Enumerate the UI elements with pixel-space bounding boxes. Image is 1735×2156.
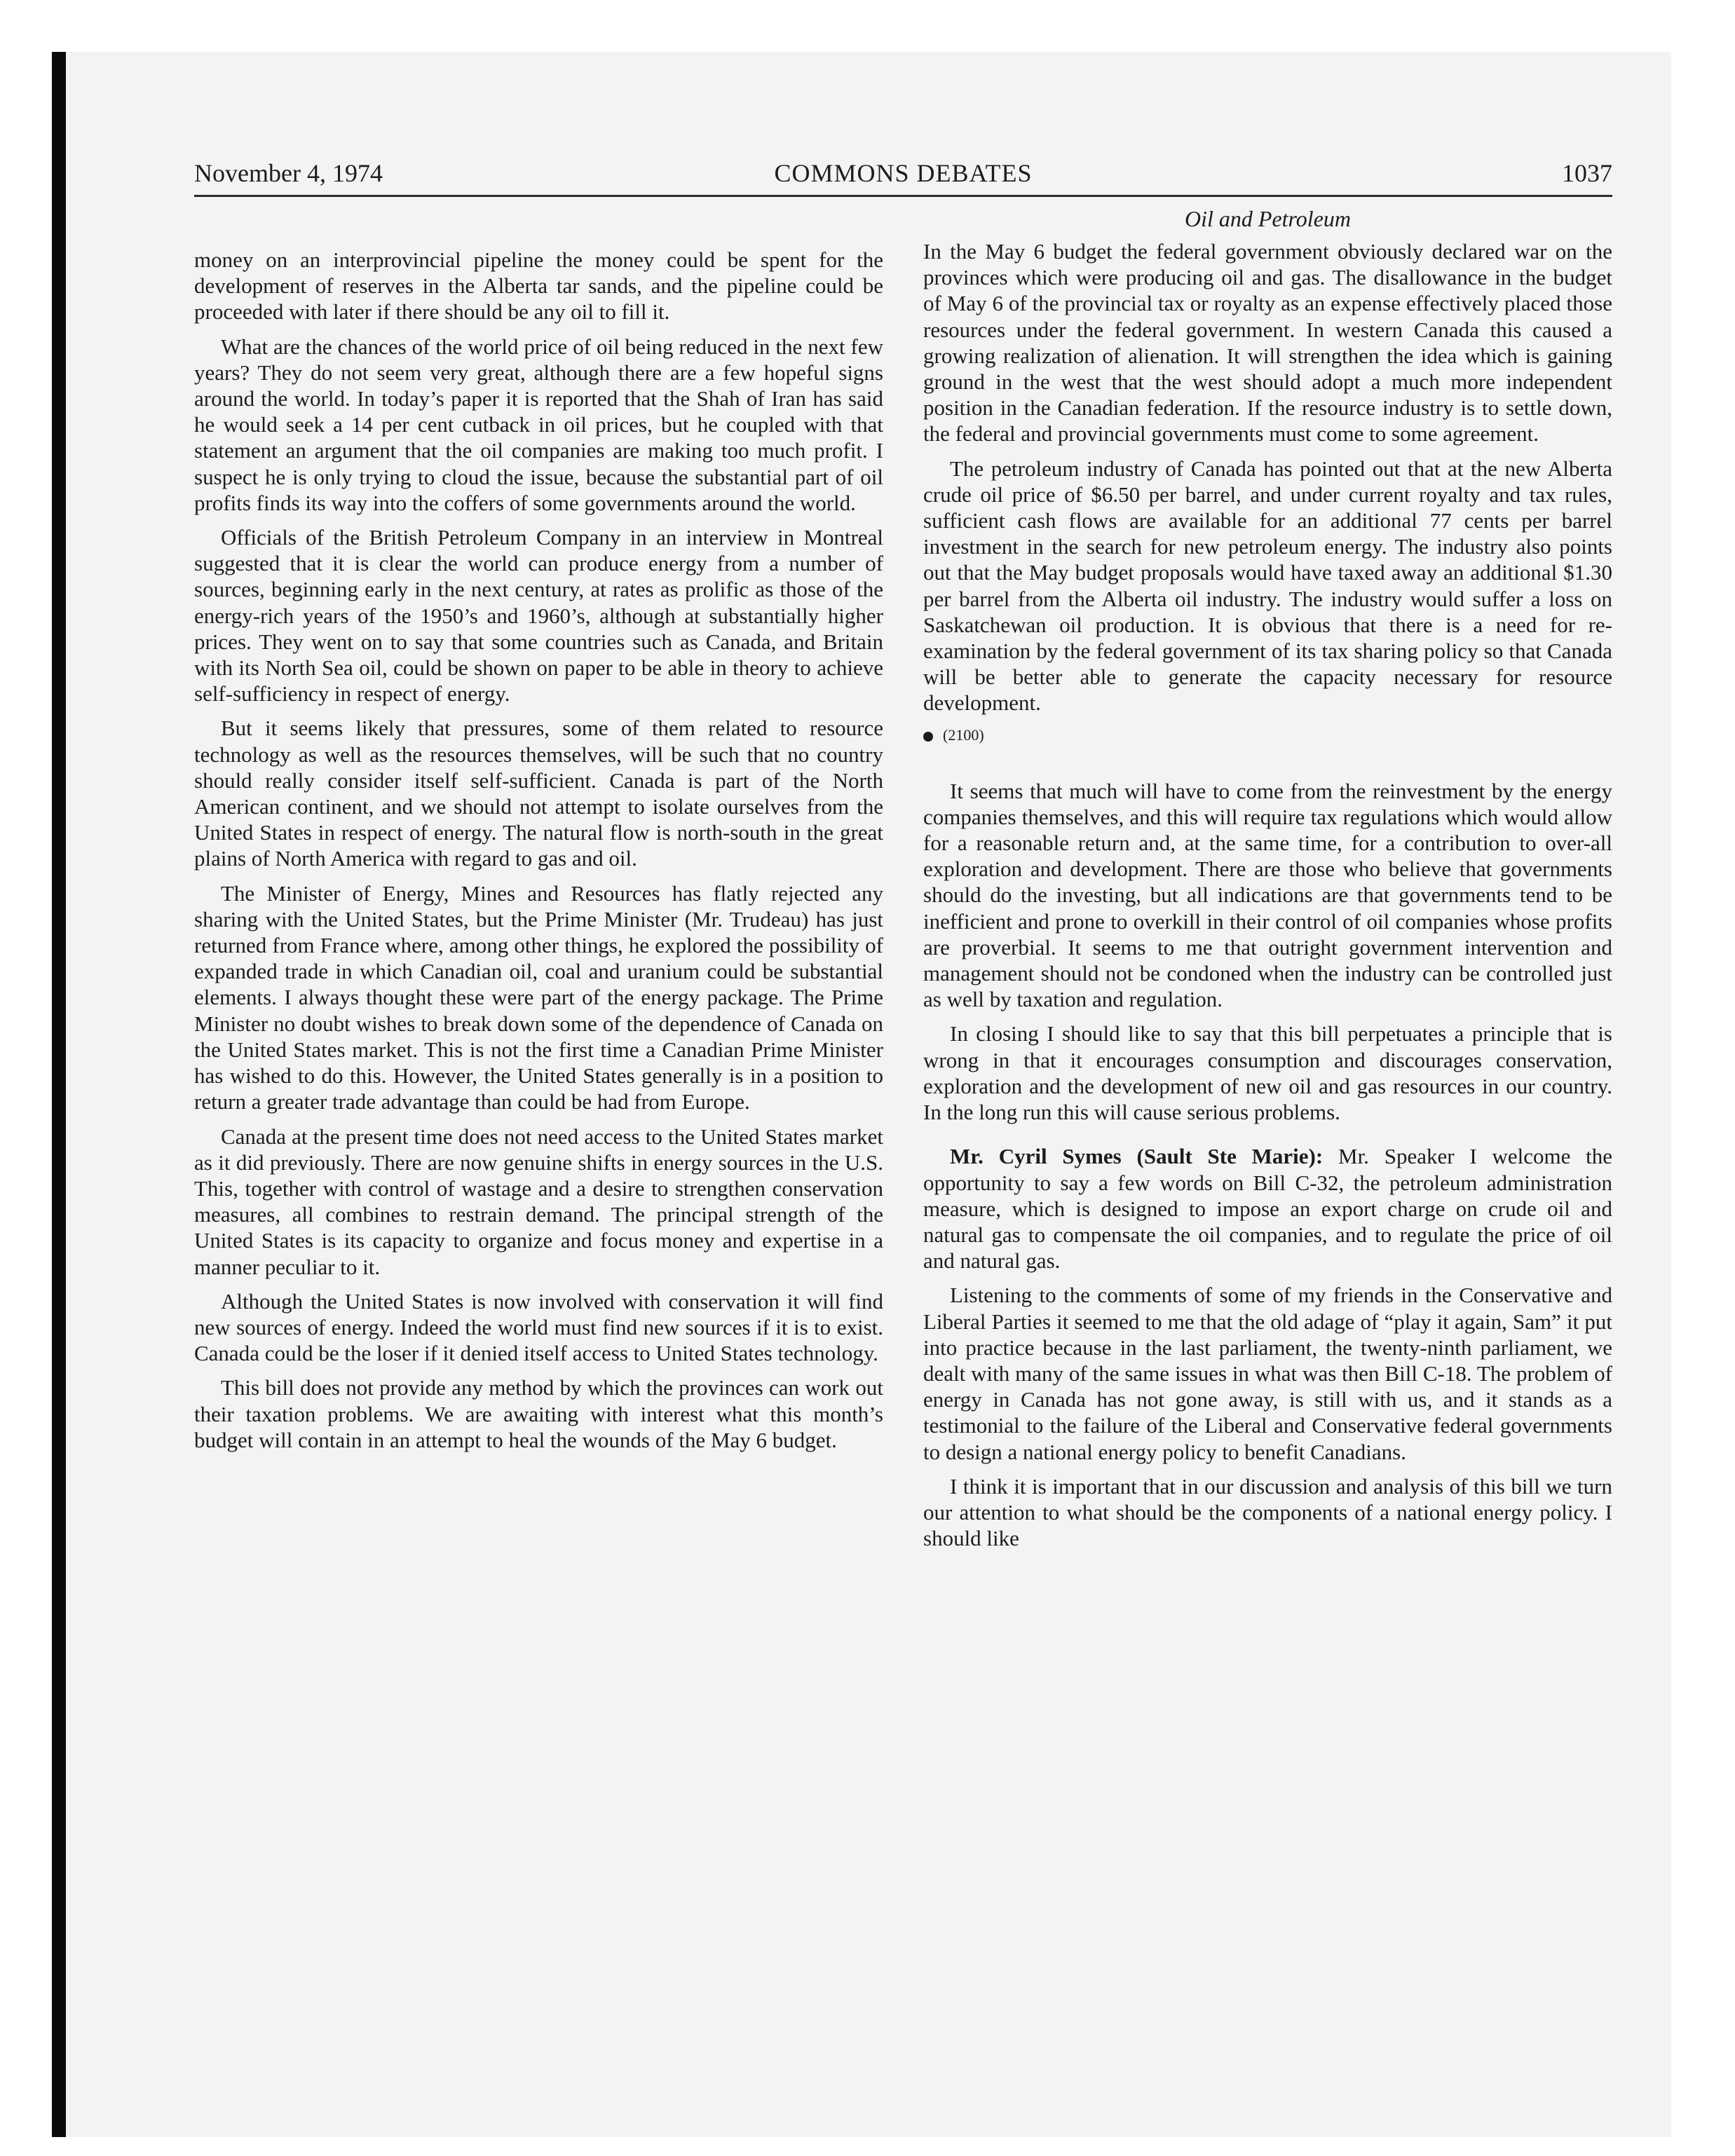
paragraph: In the May 6 budget the federal government obviously declared war on the provinces which were producing oil and gas. The disallowance in the budget of May 6 of the provincial tax or royalty as an expense effectively placed those resources under the federal government. In western Canada this caused a growing realization of alienation. It will strengthen the idea which is gaining ground in the west that the west should adopt a much more independent position in the Canadian federation. If the resource industry is to settle down, the federal and provincial governments must come to some agreement. [923, 239, 1612, 446]
speech-text: Mr. Speaker I welcome the opportunity to say a few words on Bill C-32, the petroleum administration measure, which is designed to impose an export charge on crude oil and natural gas to compensate the oil companies, and to regulate the price of oil and natural gas. [923, 1144, 1612, 1274]
paragraph: Canada at the present time does not need access to the United States market as it did previously. There are now genuine shifts in energy sources in the U.S. This, together with control of wastage and a desire to strengthen conservation measures, all combines to restrain demand. The principal strength of the United States is its capacity to organize and focus money and expertise in a manner peculiar to it. [194, 1124, 883, 1279]
paragraph: The Minister of Energy, Mines and Resources has flatly rejected any sharing with the United States, but the Prime Minister (Mr. Trudeau) has just returned from France where, among other things, he explored the possibility of expanded trade in which Canadian oil, coal and uranium could be substantial elements. I always thought these were part of the energy package. The Prime Minister no doubt wishes to break down some of the dependence of Canada on the United States market. This is not the first time a Canadian Prime Minister has wished to do this. However, the United States generally is in a position to return a greater trade advantage than could be had from Europe. [194, 880, 883, 1114]
running-head [194, 156, 1612, 197]
section-title: Oil and Petroleum [1185, 206, 1351, 231]
paragraph: I think it is important that in our discussion and analysis of this bill we turn our attention to what should be the components of a national energy policy. I should like [923, 1473, 1612, 1551]
header-page-number: 1037 [1562, 159, 1612, 187]
paragraph: This bill does not provide any method by which the provinces can work out their taxation problems. We are awaiting with interest what this month’s budget will contain in an attempt to heal the wounds of the May 6 budget. [194, 1375, 883, 1452]
speaker-name: Mr. Cyril Symes (Sault Ste Marie): [950, 1144, 1324, 1169]
paragraph: But it seems likely that pressures, some of them related to resource technology as well as the resources themselves, will be such that no country should really consider itself self-sufficient. Canada is part of the North American continent, and we should not attempt to isolate ourselves from the United States in respect of energy. The natural flow is north-south in the great plains of North America with regard to gas and oil. [194, 716, 883, 871]
paragraph: Listening to the comments of some of my friends in the Conservative and Liberal Parties it seemed to me that the old adage of “play it again, Sam” it put into practice because in the last parliament, the twenty-ninth parliament, we dealt with many of the same issues in what was then Bill C-18. The problem of energy in Canada has not gone away, is still with us, and it stands as a testimonial to the failure of the Liberal and Conservative federal governments to design a national energy policy to benefit Canadians. [923, 1283, 1612, 1464]
paragraph: In closing I should like to say that this bill perpetuates a principle that is wrong in that it encourages consumption and discourages conservation, exploration and the development of new oil and gas resources in our country. In the long run this will cause serious problems. [923, 1021, 1612, 1125]
time-marker [923, 725, 1612, 746]
paragraph: It seems that much will have to come from the reinvestment by the energy companies themselves, and this will require tax regulations which would allow for a reasonable return and, at the same time, for a contribution to over-all exploration and development. There are those who believe that governments should do the investing, but all indications are that governments tend to be inefficient and prone to overkill in their control of oil companies whose profits are proverbial. It seems to me that outright government intervention and management should not be condoned when the industry can be controlled just as well by taxation and regulation. [923, 778, 1612, 1012]
paragraph: The petroleum industry of Canada has pointed out that at the new Alberta crude oil price of $6.50 per barrel, and under current royalty and tax rules, sufficient cash flows are available for an additional 77 cents per barrel investment in the search for new petroleum energy. The industry also points out that the May budget proposals would have taxed away an additional $1.30 per barrel from the Alberta oil industry. The industry would suffer a loss on Saskatchewan oil production. It is obvious that there is a need for re-examination by the federal government of its tax sharing policy so that Canada will be better able to generate the capacity necessary for resource development. [923, 456, 1612, 716]
paragraph: What are the chances of the world price of oil being reduced in the next few years? They do not seem very great, although there are a few hopeful signs around the world. In today’s paper it is reported that the Shah of Iran has said he would seek a 14 per cent cutback in oil prices, but he coupled with that statement an argument that the oil companies are making too much profit. I suspect he is only trying to cloud the issue, because the substantial part of oil profits finds its way into the coffers of some governments around the world. [194, 334, 883, 515]
paragraph: money on an interprovincial pipeline the money could be spent for the development of reserves in the Alberta tar sands, and the pipeline could be proceeded with later if there should be any oil to fill it. [194, 247, 883, 325]
time-marker-label: (2100) [943, 725, 984, 744]
left-column [194, 247, 883, 1461]
header-publication: COMMONS DEBATES [774, 159, 1033, 187]
speech-paragraph [923, 1143, 1612, 1274]
header-date: November 4, 1974 [194, 159, 383, 187]
scan-edge-shadow [52, 52, 66, 2137]
right-column [923, 205, 1612, 1560]
paragraph: Although the United States is now involved with conservation it will find new sources of energy. Indeed the world must find new sources if it is to exist. Canada could be the loser if it denied itself access to United States technology. [194, 1288, 883, 1366]
paragraph: Officials of the British Petroleum Company in an interview in Montreal suggested that it is clear the world can produce energy from a number of sources, beginning early in the next century, at rates as prolific as those of the energy-rich years of the 1950’s and 1960’s, although at substantially higher prices. They went on to say that some countries such as Canada, and Britain with its North Sea oil, could be shown on paper to be able in theory to achieve self-sufficiency in respect of energy. [194, 525, 883, 707]
bullet-icon [923, 732, 933, 742]
